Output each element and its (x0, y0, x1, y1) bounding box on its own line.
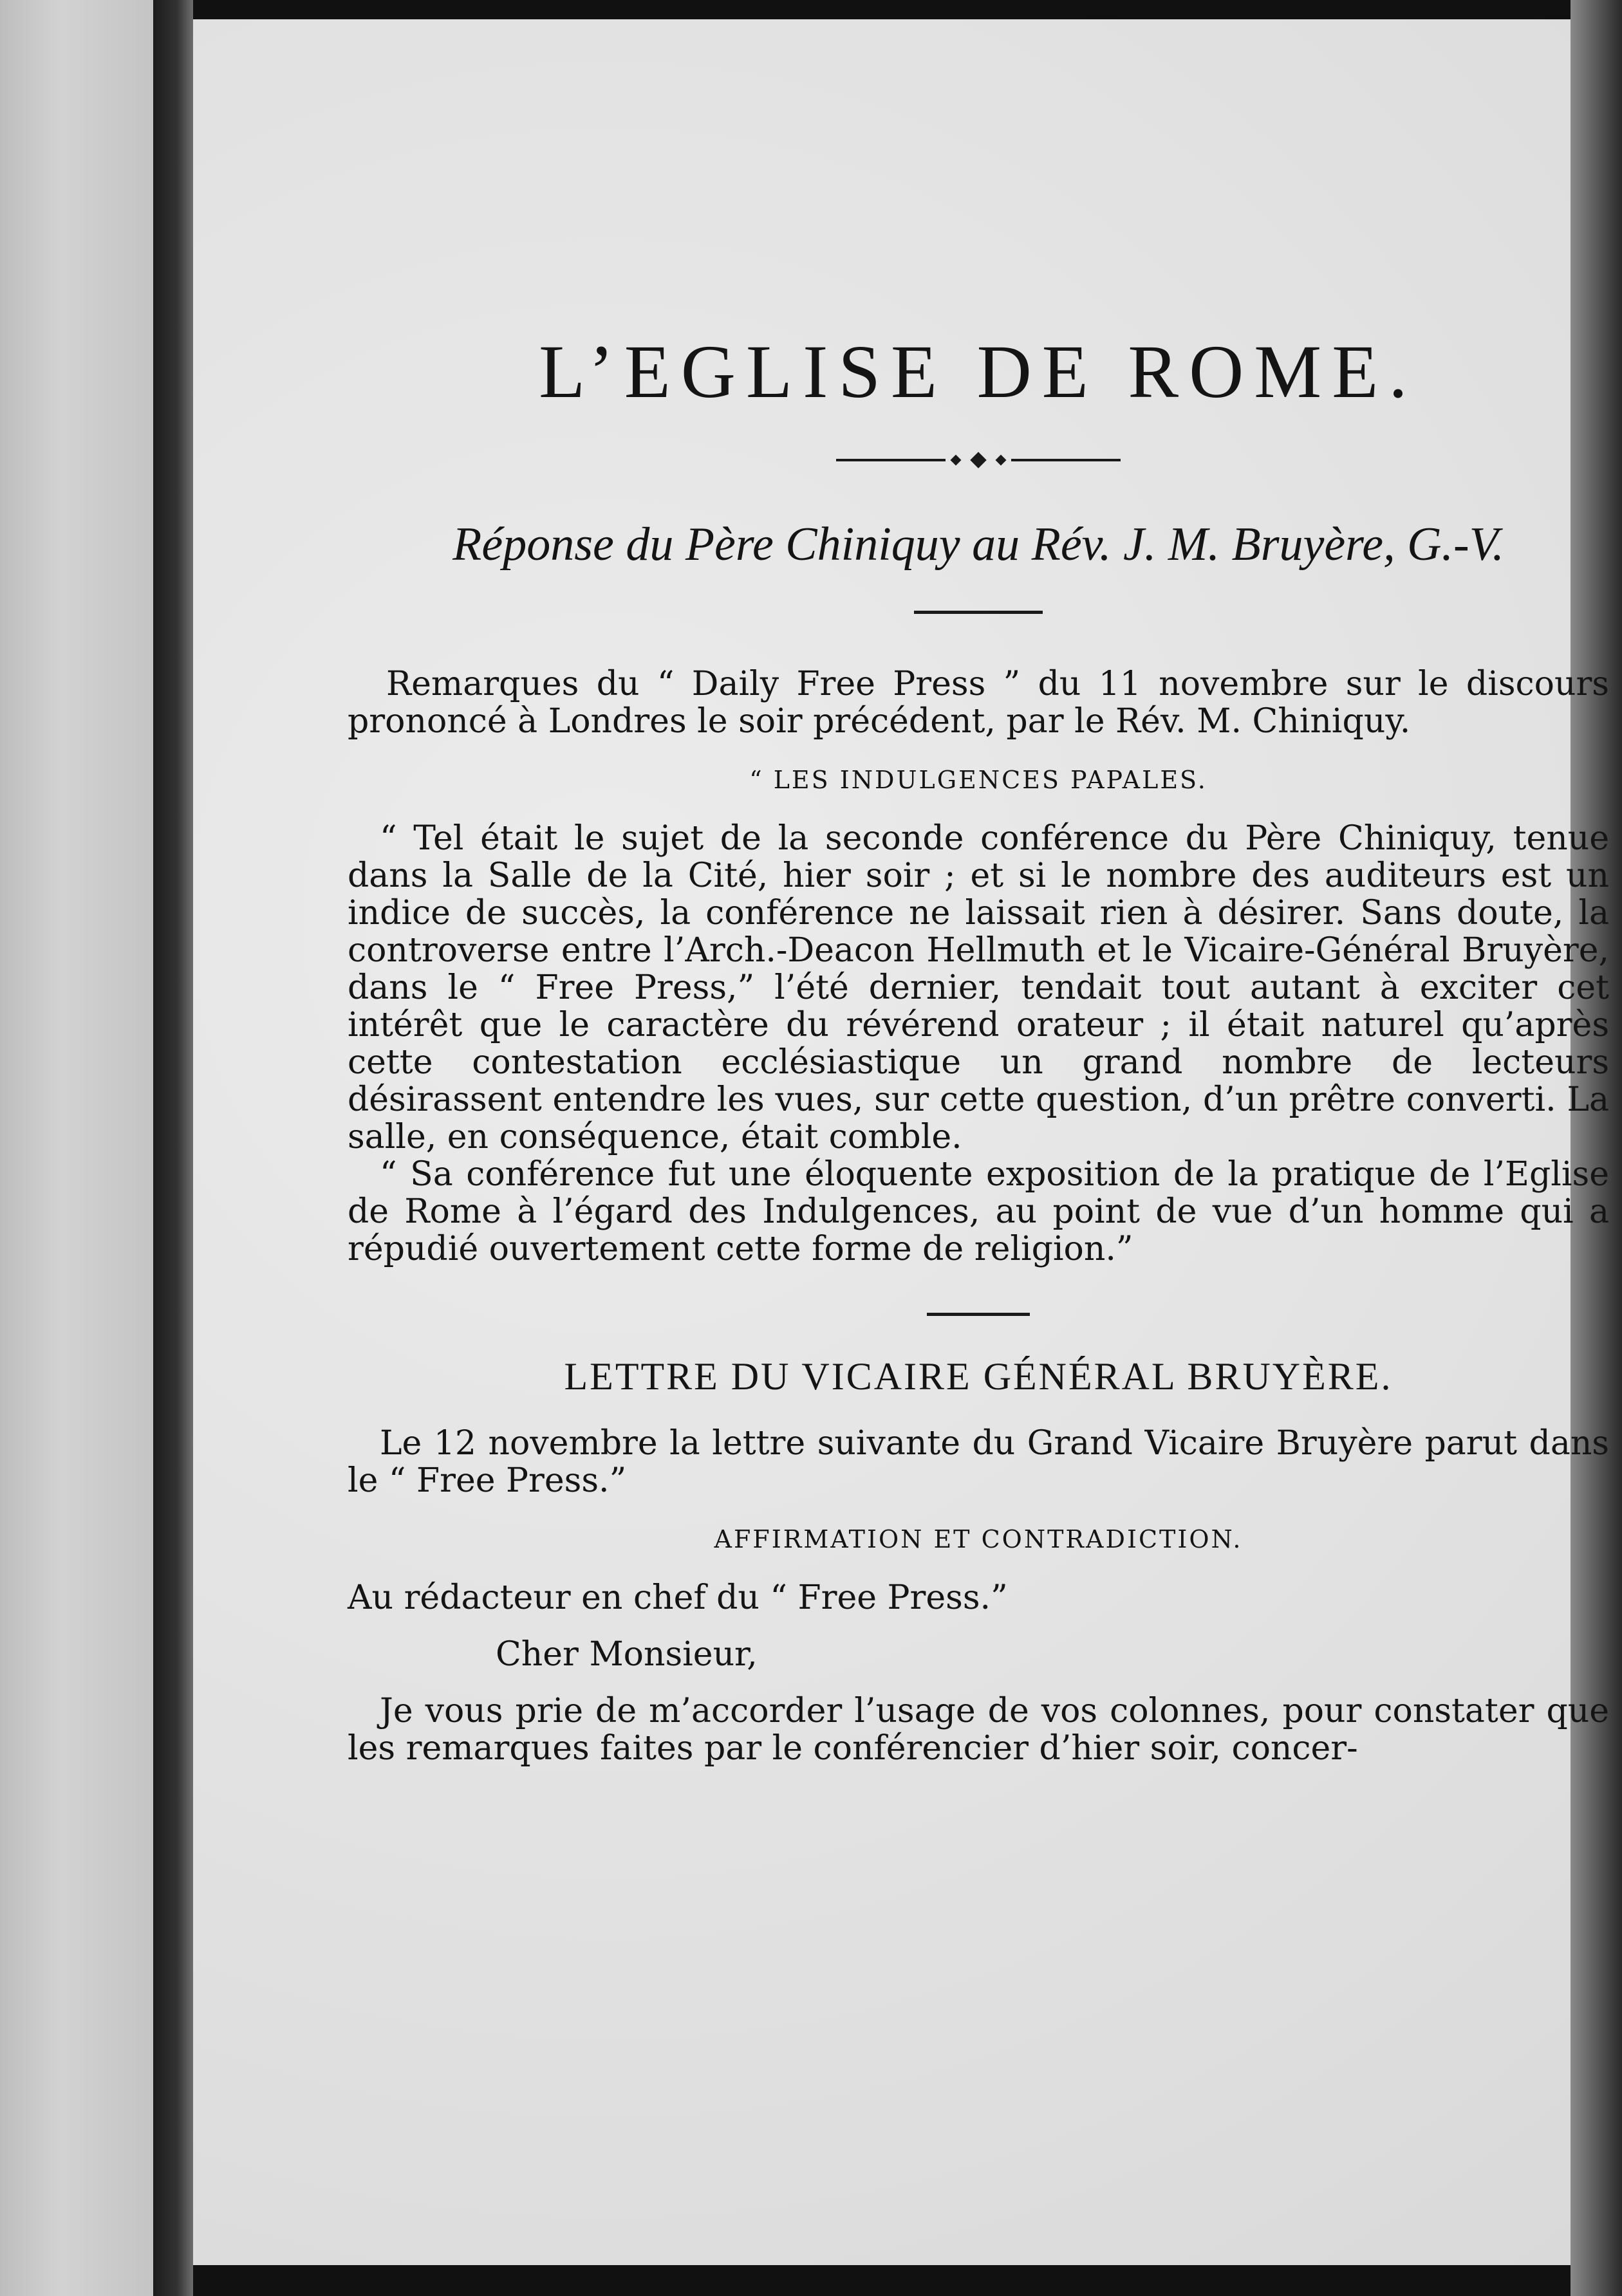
adjacent-page-edge (0, 0, 154, 2296)
section-heading-affirmation: AFFIRMATION ET CONTRADICTION. (714, 1525, 1243, 1553)
page-subtitle: Réponse du Père Chiniquy au Rév. J. M. Bruyère, G.-V. (452, 518, 1504, 571)
section-title-lettre: LETTRE DU VICAIRE GÉNÉRAL BRUYÈRE. (564, 1355, 1393, 1398)
binding-shadow (153, 0, 193, 2296)
ornament-diamond-icon (970, 452, 986, 468)
quote-paragraph-1: “ Tel était le sujet de la seconde conférence du Père Chiniquy, tenue dans la Salle de la Cité, hier soir ; et si le nombre des auditeurs est un indice de succès, la conférence ne laissait rien à désirer. Sans doute, la controverse entre l’Arch.-Deacon Hellmuth et le Vicaire-Général Bruyère, dans le “ Free Press,” l’été dernier, tendait tout autant à exciter cet intérêt que le caractère du révérend orateur ; il était naturel qu’après cette contestation ecclésiastique un grand nombre de lecteurs désirassent entendre les vues, sur cette question, d’un prêtre converti. La salle, en conséquence, était comble. (348, 819, 1609, 1156)
letter-intro-paragraph: Le 12 novembre la lettre suivante du Grand Vicaire Bruyère parut dans le “ Free Press.” (348, 1424, 1609, 1500)
page-title: L’EGLISE DE ROME. (539, 329, 1418, 414)
section-divider (914, 611, 1043, 614)
letter-salutation: Au rédacteur en chef du “ Free Press.” (348, 1578, 1008, 1617)
ornament-diamond-icon (996, 455, 1007, 466)
intro-paragraph: Remarques du “ Daily Free Press ” du 11 novembre sur le discours prononcé à Londres le soir précédent, par le Rév. M. Chiniquy. (348, 665, 1609, 741)
letter-body-paragraph: Je vous prie de m’accorder l’usage de vos colonnes, pour constater que les remarques faites par le conférencier d’hier soir, concer- (348, 1692, 1609, 1768)
ornament-line-right (1011, 459, 1121, 461)
page-content (348, 328, 1609, 1767)
title-ornament (348, 454, 1609, 466)
section-heading-indulgences: “ LES INDULGENCES PAPALES. (749, 766, 1207, 794)
ornament-line-left (836, 459, 946, 461)
document-page (193, 19, 1609, 2265)
ornament-diamond-icon (951, 455, 962, 466)
quote-paragraph-2: “ Sa conférence fut une éloquente exposition de la pratique de l’Eglise de Rome à l’égard des Indulgences, au point de vue d’un homme qui a répudié ouvertement cette forme de religion.” (348, 1155, 1609, 1268)
letter-greeting: Cher Monsieur, (496, 1635, 758, 1674)
section-divider (927, 1313, 1030, 1316)
